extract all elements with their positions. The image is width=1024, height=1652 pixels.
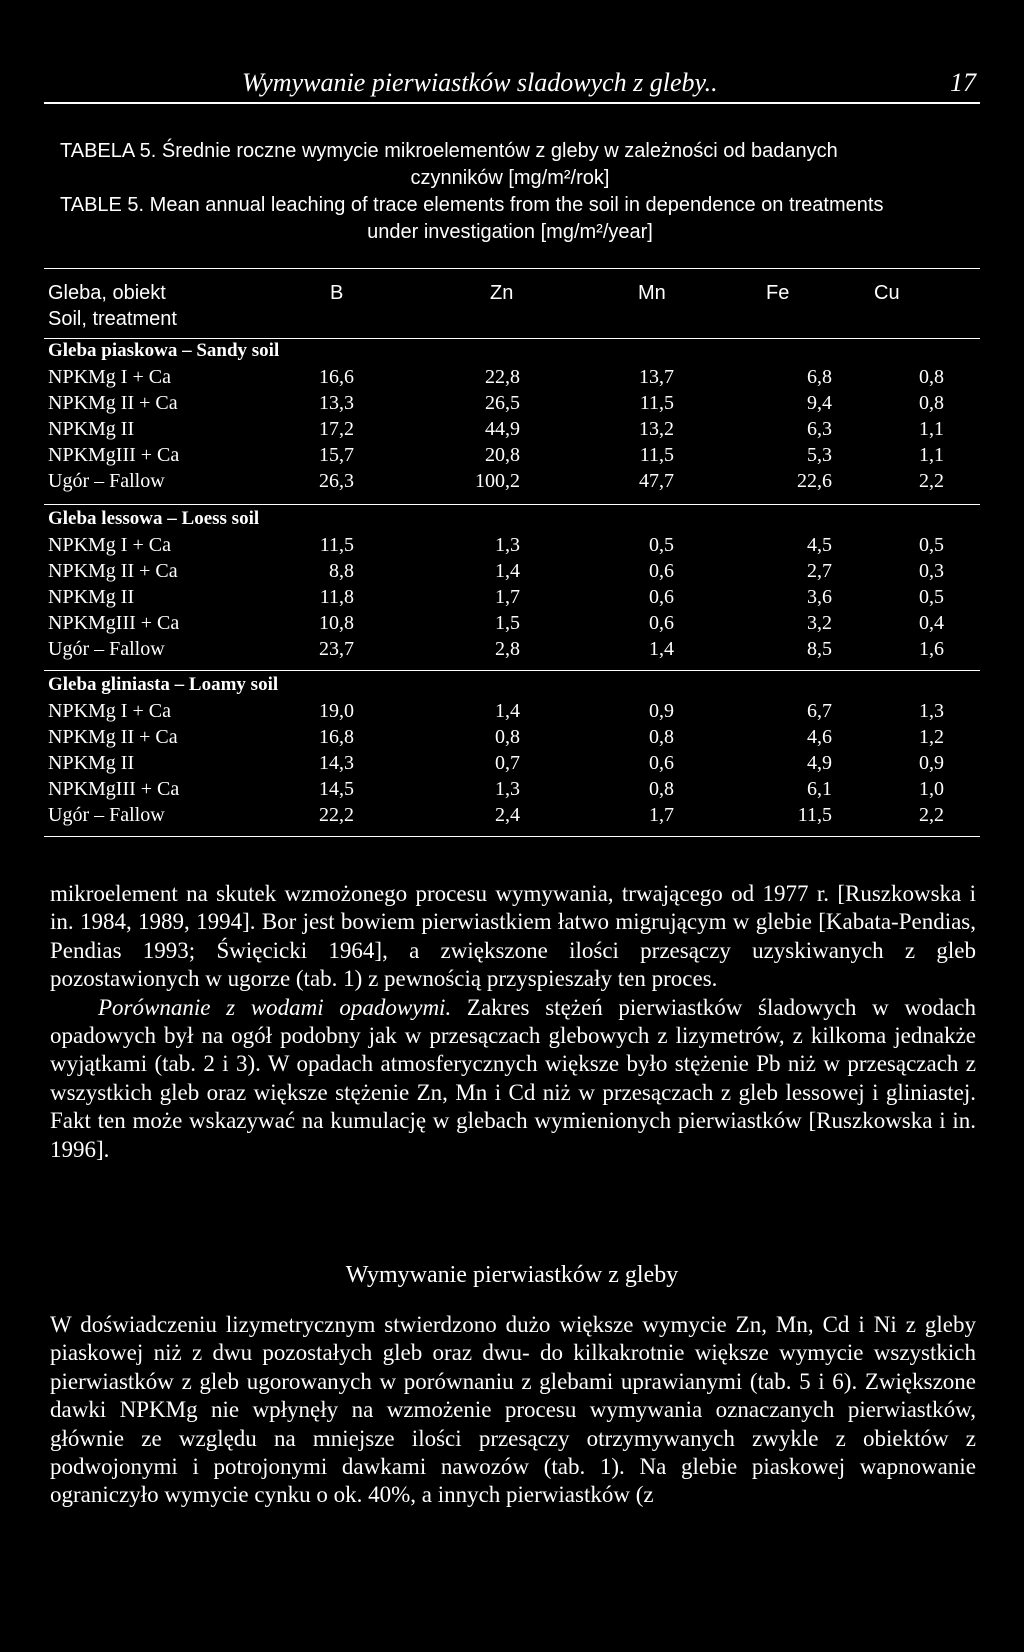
cell-b: 13,3 bbox=[319, 392, 354, 414]
table-row bbox=[44, 804, 980, 830]
cell-zn: 100,2 bbox=[475, 470, 520, 492]
cell-cu: 1,0 bbox=[919, 778, 944, 800]
caption-pl-line2: czynników [mg/m²/rok] bbox=[410, 167, 610, 189]
running-header-title: Wymywanie pierwiastków sladowych z gleby.. bbox=[242, 68, 718, 97]
cell-treatment: NPKMgIII + Ca bbox=[48, 612, 180, 634]
cell-treatment: NPKMg I + Ca bbox=[48, 534, 171, 556]
paragraph-text bbox=[50, 880, 976, 1164]
cell-zn: 2,4 bbox=[495, 804, 520, 826]
cell-b: 14,5 bbox=[319, 778, 354, 800]
cell-treatment: Ugór – Fallow bbox=[48, 470, 165, 492]
cell-fe: 4,9 bbox=[807, 752, 832, 774]
cell-b: 10,8 bbox=[319, 612, 354, 634]
group-rule bbox=[44, 504, 980, 505]
cell-cu: 0,8 bbox=[919, 366, 944, 388]
table-row bbox=[44, 638, 980, 664]
caption-en-line2: under investigation [mg/m²/year] bbox=[367, 221, 653, 243]
cell-mn: 0,5 bbox=[649, 534, 674, 556]
cell-cu: 2,2 bbox=[919, 470, 944, 492]
table-row bbox=[44, 700, 980, 726]
header-cu: Cu bbox=[874, 282, 900, 304]
cell-cu: 0,8 bbox=[919, 392, 944, 414]
cell-mn: 0,6 bbox=[649, 752, 674, 774]
cell-fe: 6,7 bbox=[807, 700, 832, 722]
table-row bbox=[44, 752, 980, 778]
paragraph-1-part2: Zakres stężeń pierwiastków śladowych w wodach opadowych był na ogół podobny jak w przesączach glebowych z lizymetrów, z kilkoma jednakże wyjątkami (tab. 2 i 3). W opadach atmosferycznych większe było stężenie Pb niż w przesączach z wszystkich gleb oraz większe stężenie Zn, Mn i Cd niż w przesączach z gleb lessowej i gliniastej. Fakt ten może wskazywać na kumulację w glebach wymienionych pierwiastków [Ruszkowska i in. 1996]. bbox=[50, 994, 977, 1162]
cell-zn: 20,8 bbox=[485, 444, 520, 466]
cell-fe: 5,3 bbox=[807, 444, 832, 466]
cell-treatment: NPKMgIII + Ca bbox=[48, 444, 180, 466]
cell-mn: 1,7 bbox=[649, 804, 674, 826]
cell-fe: 6,1 bbox=[807, 778, 832, 800]
cell-zn: 1,3 bbox=[495, 778, 520, 800]
cell-treatment: NPKMg II + Ca bbox=[48, 726, 178, 748]
cell-cu: 0,3 bbox=[919, 560, 944, 582]
table-row bbox=[44, 778, 980, 804]
header-mn: Mn bbox=[638, 282, 666, 304]
cell-treatment: NPKMg I + Ca bbox=[48, 366, 171, 388]
cell-zn: 1,7 bbox=[495, 586, 520, 608]
cell-mn: 0,6 bbox=[649, 586, 674, 608]
table-row bbox=[44, 366, 980, 392]
cell-mn: 11,5 bbox=[639, 392, 674, 414]
header-zn: Zn bbox=[490, 282, 514, 304]
cell-fe: 3,6 bbox=[807, 586, 832, 608]
cell-fe: 9,4 bbox=[807, 392, 832, 414]
cell-treatment: NPKMg II bbox=[48, 586, 135, 608]
cell-b: 19,0 bbox=[319, 700, 354, 722]
cell-b: 16,8 bbox=[319, 726, 354, 748]
cell-cu: 0,4 bbox=[919, 612, 944, 634]
cell-fe: 2,7 bbox=[807, 560, 832, 582]
subheading-italic: Porównanie z wodami opadowymi. bbox=[98, 994, 452, 1020]
cell-cu: 0,5 bbox=[919, 534, 944, 556]
cell-fe: 22,6 bbox=[797, 470, 832, 492]
cell-cu: 1,2 bbox=[919, 726, 944, 748]
cell-fe: 4,6 bbox=[807, 726, 832, 748]
cell-treatment: NPKMg II bbox=[48, 418, 135, 440]
cell-treatment: NPKMg II + Ca bbox=[48, 560, 178, 582]
cell-fe: 6,8 bbox=[807, 366, 832, 388]
paragraph-1-part1: mikroelement na skutek wzmożonego procesu wymywania, trwającego od 1977 r. [Ruszkowska i in. 1984, 1989, 1994]. Bor jest bowiem pierwiastkiem łatwo migrującym w glebie [Kabata-Pendias, Pendias 1993; Święcicki 1964], a zwiększone ilości przesączy uzyskiwanych z gleb pozostawionych w ugorze (tab. 1) z pewnością przyspieszały ten proces. bbox=[50, 881, 976, 992]
cell-cu: 1,6 bbox=[919, 638, 944, 660]
caption-en-line1: TABLE 5. Mean annual leaching of trace elements from the soil in dependence on treatments bbox=[60, 194, 884, 216]
table-caption-english bbox=[60, 192, 960, 246]
header-soil-treatment-line1: Gleba, obiekt bbox=[48, 282, 166, 304]
cell-zn: 1,4 bbox=[495, 560, 520, 582]
header-b: B bbox=[330, 282, 344, 304]
header-fe: Fe bbox=[766, 282, 790, 304]
cell-zn: 1,5 bbox=[495, 612, 520, 634]
cell-treatment: Ugór – Fallow bbox=[48, 638, 165, 660]
table-row bbox=[44, 586, 980, 612]
cell-fe: 8,5 bbox=[807, 638, 832, 660]
table-caption-polish bbox=[60, 138, 960, 192]
header-soil-treatment-line2: Soil, treatment bbox=[48, 308, 177, 330]
cell-zn: 44,9 bbox=[485, 418, 520, 440]
cell-fe: 11,5 bbox=[797, 804, 832, 826]
body-paragraph-2 bbox=[50, 1311, 976, 1510]
cell-zn: 1,4 bbox=[495, 700, 520, 722]
group-title-sandy: Gleba piaskowa – Sandy soil bbox=[48, 340, 280, 361]
running-header bbox=[44, 62, 980, 104]
cell-fe: 4,5 bbox=[807, 534, 832, 556]
table-row bbox=[44, 444, 980, 470]
cell-b: 26,3 bbox=[319, 470, 354, 492]
table-row bbox=[44, 560, 980, 586]
cell-treatment: Ugór – Fallow bbox=[48, 804, 165, 826]
table-row bbox=[44, 726, 980, 752]
cell-cu: 2,2 bbox=[919, 804, 944, 826]
cell-b: 11,8 bbox=[319, 586, 354, 608]
group-title-loamy: Gleba gliniasta – Loamy soil bbox=[48, 674, 279, 695]
cell-mn: 11,5 bbox=[639, 444, 674, 466]
cell-b: 22,2 bbox=[319, 804, 354, 826]
cell-b: 16,6 bbox=[319, 366, 354, 388]
cell-mn: 0,6 bbox=[649, 560, 674, 582]
cell-b: 23,7 bbox=[319, 638, 354, 660]
cell-cu: 0,5 bbox=[919, 586, 944, 608]
cell-mn: 13,7 bbox=[639, 366, 674, 388]
cell-fe: 6,3 bbox=[807, 418, 832, 440]
cell-mn: 1,4 bbox=[649, 638, 674, 660]
cell-mn: 0,9 bbox=[649, 700, 674, 722]
cell-mn: 0,8 bbox=[649, 778, 674, 800]
body-paragraph-1 bbox=[50, 880, 976, 1164]
group-title-loess: Gleba lessowa – Loess soil bbox=[48, 508, 260, 529]
table-row bbox=[44, 612, 980, 638]
cell-cu: 1,3 bbox=[919, 700, 944, 722]
cell-treatment: NPKMg II bbox=[48, 752, 135, 774]
cell-b: 11,5 bbox=[319, 534, 354, 556]
cell-mn: 47,7 bbox=[639, 470, 674, 492]
cell-zn: 0,8 bbox=[495, 726, 520, 748]
cell-fe: 3,2 bbox=[807, 612, 832, 634]
cell-b: 15,7 bbox=[319, 444, 354, 466]
cell-mn: 0,6 bbox=[649, 612, 674, 634]
table-row bbox=[44, 418, 980, 444]
table-row bbox=[44, 470, 980, 496]
table-bottom-rule bbox=[44, 836, 980, 837]
cell-mn: 13,2 bbox=[639, 418, 674, 440]
cell-treatment: NPKMg I + Ca bbox=[48, 700, 171, 722]
group-rule bbox=[44, 670, 980, 671]
page-number: 17 bbox=[950, 68, 976, 97]
cell-zn: 0,7 bbox=[495, 752, 520, 774]
cell-cu: 1,1 bbox=[919, 444, 944, 466]
cell-mn: 0,8 bbox=[649, 726, 674, 748]
table-row bbox=[44, 392, 980, 418]
header-rule bbox=[44, 338, 980, 339]
table-top-rule bbox=[44, 268, 980, 269]
cell-cu: 0,9 bbox=[919, 752, 944, 774]
paragraph-2-text: W doświadczeniu lizymetrycznym stwierdzono dużo większe wymycie Zn, Mn, Cd i Ni z gleby piaskowej niż z dwu pozostałych gleb oraz dwu- do kilkakrotnie większe wymycie wszystkich pierwiastków z gleb ugorowanych w porównaniu z glebami uprawianymi (tab. 5 i 6). Zwiększone dawki NPKMg nie wpłynęły na wzmożenie procesu wymywania oznaczanych pierwiastków, głównie ze względu na mniejsze ilości przesączy otrzymywanych zwykle z obiektów z podwojonymi i potrojonymi dawkami nawozów (tab. 1). Na glebie piaskowej wapnowanie ograniczyło wymycie cynku o ok. 40%, a innych pierwiastków (z bbox=[50, 1312, 976, 1508]
cell-b: 17,2 bbox=[319, 418, 354, 440]
cell-zn: 2,8 bbox=[495, 638, 520, 660]
cell-b: 14,3 bbox=[319, 752, 354, 774]
section-title: Wymywanie pierwiastków z gleby bbox=[345, 1262, 679, 1288]
cell-zn: 26,5 bbox=[485, 392, 520, 414]
cell-cu: 1,1 bbox=[919, 418, 944, 440]
cell-zn: 1,3 bbox=[495, 534, 520, 556]
table-row bbox=[44, 534, 980, 560]
cell-treatment: NPKMg II + Ca bbox=[48, 392, 178, 414]
cell-treatment: NPKMgIII + Ca bbox=[48, 778, 180, 800]
cell-zn: 22,8 bbox=[485, 366, 520, 388]
cell-b: 8,8 bbox=[329, 560, 354, 582]
caption-pl-line1: TABELA 5. Średnie roczne wymycie mikroelementów z gleby w zależności od badanych bbox=[60, 140, 838, 162]
